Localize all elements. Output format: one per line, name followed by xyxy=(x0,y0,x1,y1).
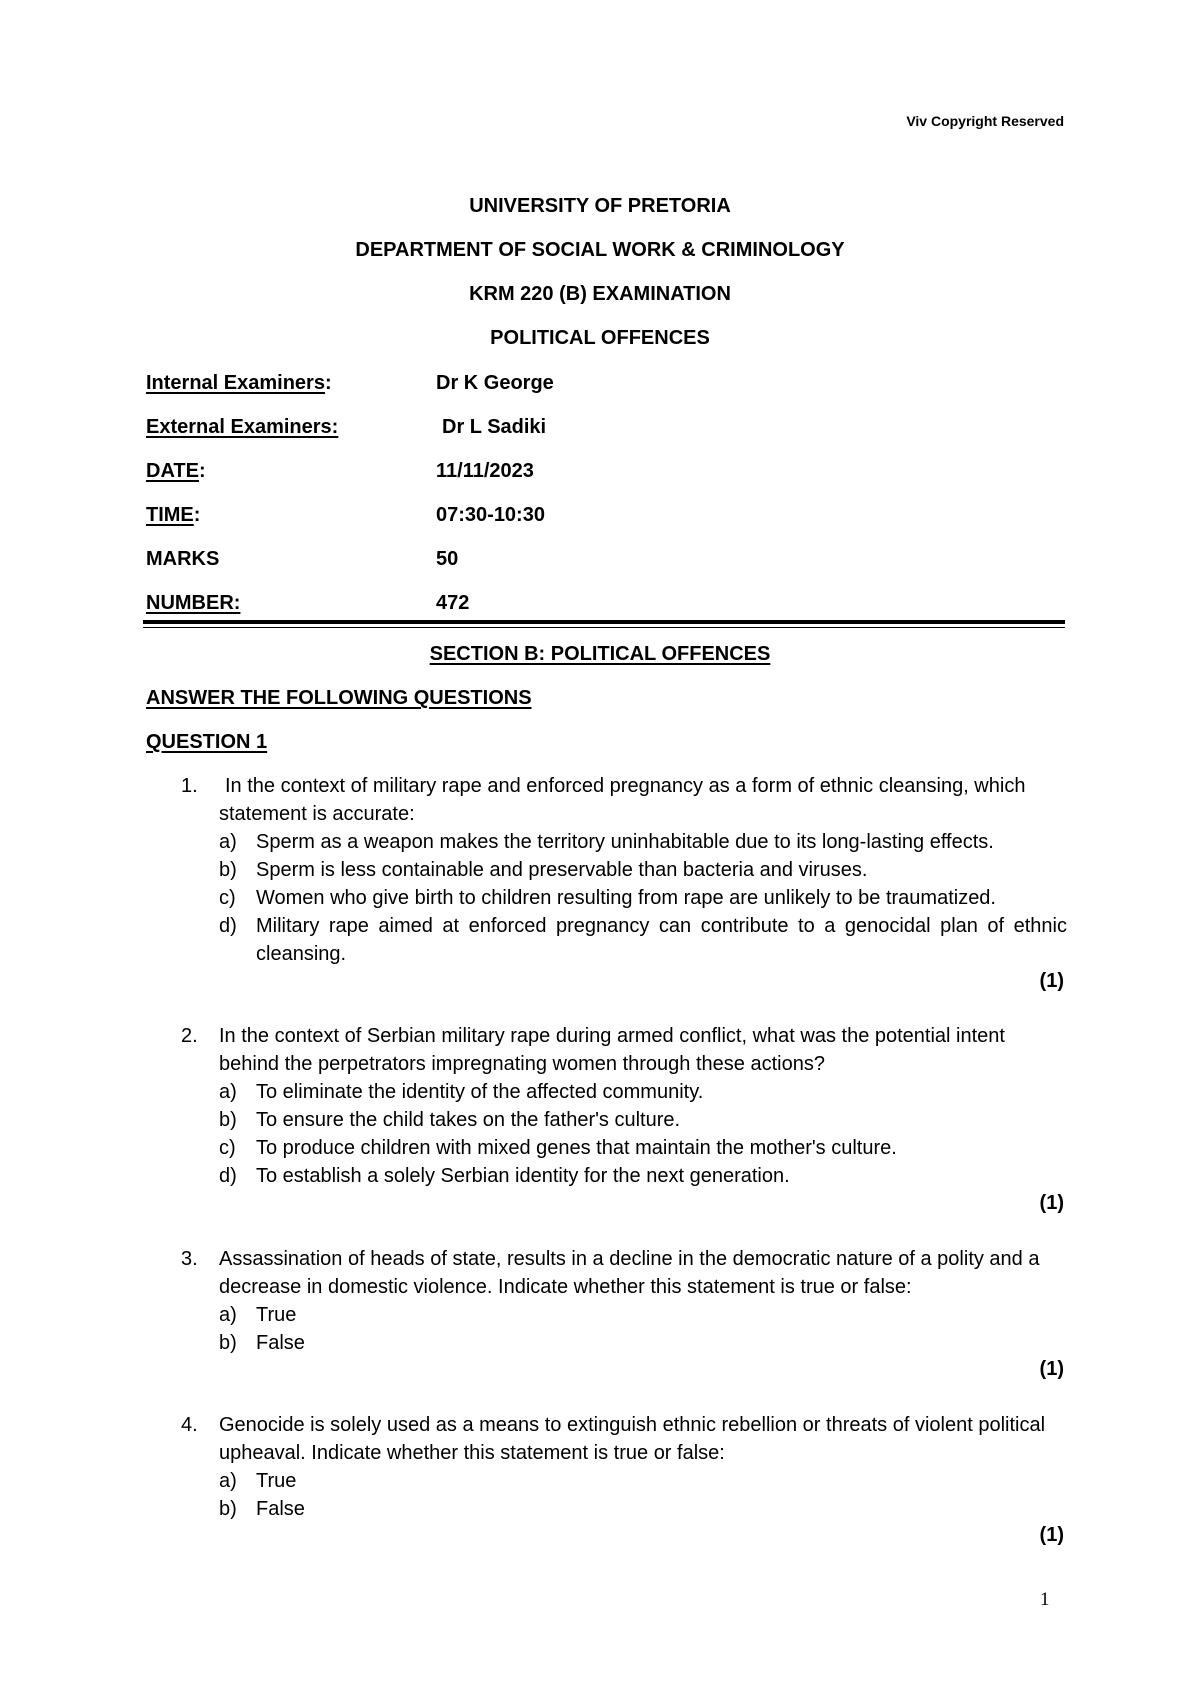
answer-options xyxy=(219,1467,1067,1523)
divider-thick xyxy=(143,620,1065,624)
answer-option xyxy=(219,912,1067,968)
option-text: Sperm as a weapon makes the territory uninhabitable due to its long-lasting effects. xyxy=(256,831,994,853)
info-label-suffix: : xyxy=(193,504,201,526)
exam-title: KRM 220 (B) EXAMINATION xyxy=(469,283,731,305)
option-letter: c) xyxy=(219,887,236,909)
info-label: MARKS xyxy=(146,548,220,570)
answer-option xyxy=(219,1106,1067,1134)
option-text: Sperm is less containable and preservable than bacteria and viruses. xyxy=(256,859,868,881)
answer-option xyxy=(219,884,1067,912)
info-label-suffix: : xyxy=(198,460,206,482)
answer-option xyxy=(219,1078,1067,1106)
option-text: Military rape aimed at enforced pregnancy can contribute to a genocidal plan of ethnic cleansing. xyxy=(256,915,1067,965)
university-name: UNIVERSITY OF PRETORIA xyxy=(469,195,731,217)
option-letter: a) xyxy=(219,831,237,853)
option-letter: d) xyxy=(219,1165,237,1187)
info-row-number xyxy=(146,591,1066,635)
question-marks: (1) xyxy=(1039,1358,1064,1380)
option-text: True xyxy=(256,1304,297,1326)
question-marks: (1) xyxy=(1039,970,1064,992)
info-value: 11/11/2023 xyxy=(436,460,534,482)
option-letter: b) xyxy=(219,1498,237,1520)
question-marks: (1) xyxy=(1039,1192,1064,1214)
answer-option xyxy=(219,1329,1067,1357)
option-text: False xyxy=(256,1498,305,1520)
answer-option xyxy=(219,856,1067,884)
option-letter: d) xyxy=(219,915,237,937)
section-title: SECTION B: POLITICAL OFFENCES xyxy=(429,643,771,665)
question-heading: QUESTION 1 xyxy=(146,731,268,753)
info-value: Dr K George xyxy=(436,372,554,394)
subject-title: POLITICAL OFFENCES xyxy=(490,327,710,349)
option-letter: a) xyxy=(219,1470,237,1492)
option-text: To ensure the child takes on the father's culture. xyxy=(256,1109,681,1131)
option-text: True xyxy=(256,1470,297,1492)
question-marks: (1) xyxy=(1039,1524,1064,1546)
info-row-marks xyxy=(146,547,1066,591)
info-row-external xyxy=(146,415,1066,459)
option-text: Women who give birth to children resulting from rape are unlikely to be traumatized. xyxy=(256,887,996,909)
info-label: External Examiners: xyxy=(146,416,339,438)
exam-headings xyxy=(0,194,1200,370)
answer-options xyxy=(219,1078,1067,1190)
question-stem: Genocide is solely used as a means to extinguish ethnic rebellion or threats of violent political upheaval. Indicate whether this statement is true or false: xyxy=(219,1414,1046,1464)
page-number: 1 xyxy=(1040,1589,1050,1610)
info-label-suffix: : xyxy=(324,372,332,394)
question-stem: In the context of military rape and enforced pregnancy as a form of ethnic cleansing, which statement is accurate: xyxy=(219,775,1026,825)
info-row-date xyxy=(146,459,1066,503)
exam-info-table xyxy=(146,371,1066,635)
option-letter: b) xyxy=(219,1109,237,1131)
option-letter: a) xyxy=(219,1081,237,1103)
answer-option xyxy=(219,1162,1067,1190)
option-text: To establish a solely Serbian identity for the next generation. xyxy=(256,1165,790,1187)
info-value: 50 xyxy=(436,548,459,570)
info-label: NUMBER: xyxy=(146,592,241,614)
question-stem: Assassination of heads of state, results in a decline in the democratic nature of a polity and a decrease in domestic violence. Indicate whether this statement is true or false: xyxy=(219,1248,1040,1298)
option-text: To eliminate the identity of the affected community. xyxy=(256,1081,704,1103)
answer-option xyxy=(219,1301,1067,1329)
answer-options xyxy=(219,1301,1067,1357)
option-text: False xyxy=(256,1332,305,1354)
info-row-time xyxy=(146,503,1066,547)
info-value: Dr L Sadiki xyxy=(442,416,547,438)
info-value: 07:30-10:30 xyxy=(436,504,545,526)
answer-options xyxy=(219,828,1067,968)
option-letter: a) xyxy=(219,1304,237,1326)
answer-option xyxy=(219,1495,1067,1523)
info-label: TIME xyxy=(146,504,194,526)
divider-thin xyxy=(143,627,1065,628)
answer-option xyxy=(219,1467,1067,1495)
answer-option xyxy=(219,1134,1067,1162)
info-label: Internal Examiners xyxy=(146,372,325,394)
option-letter: b) xyxy=(219,859,237,881)
answer-option xyxy=(219,828,1067,856)
info-label: DATE xyxy=(146,460,199,482)
question-number: 4. xyxy=(181,1414,198,1436)
option-letter: b) xyxy=(219,1332,237,1354)
option-text: To produce children with mixed genes that maintain the mother's culture. xyxy=(256,1137,897,1159)
info-value: 472 xyxy=(436,592,470,614)
question-stem: In the context of Serbian military rape during armed conflict, what was the potential intent behind the perpetrators impregnating women through these actions? xyxy=(219,1025,1005,1075)
option-letter: c) xyxy=(219,1137,236,1159)
question-number: 3. xyxy=(181,1248,198,1270)
info-row-internal xyxy=(146,371,1066,415)
copyright-notice: Viv Copyright Reserved xyxy=(906,113,1064,129)
question-number: 1. xyxy=(181,775,198,797)
department-name: DEPARTMENT OF SOCIAL WORK & CRIMINOLOGY xyxy=(355,239,845,261)
question-number: 2. xyxy=(181,1025,198,1047)
instruction-heading: ANSWER THE FOLLOWING QUESTIONS xyxy=(146,687,532,709)
